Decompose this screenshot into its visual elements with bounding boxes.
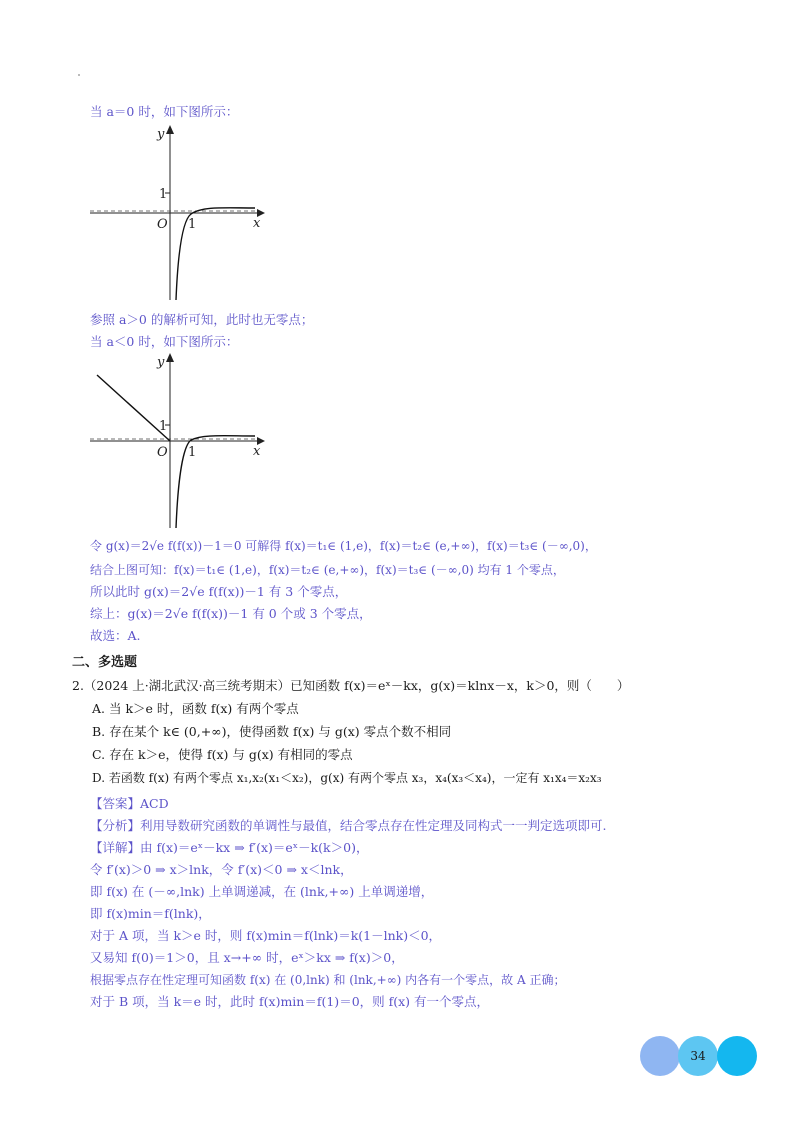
detail-line: 根据零点存在性定理可知函数 f(x) 在 (0,lnk) 和 (lnk,+∞) 内各有一个零点，故 A 正确； bbox=[90, 973, 566, 987]
detail-line: 即 f(x)min＝f(lnk)， bbox=[90, 906, 211, 921]
origin-label: O bbox=[157, 217, 168, 232]
detail-line: 对于 A 项，当 k＞e 时，则 f(x)min＝f(lnk)＝k(1－lnk)＜0， bbox=[90, 928, 442, 943]
text-line: 综上：g(x)＝2√e f(f(x))－1 有 0 个或 3 个零点， bbox=[90, 606, 372, 621]
page-number-badge bbox=[640, 1036, 760, 1076]
origin-label: O bbox=[157, 445, 168, 460]
option-a: A. 当 k＞e 时，函数 f(x) 有两个零点 bbox=[92, 701, 299, 716]
text-line: 故选：A. bbox=[90, 628, 141, 643]
text-line: 所以此时 g(x)＝2√e f(f(x))－1 有 3 个零点， bbox=[90, 584, 348, 599]
option-d: D. 若函数 f(x) 有两个零点 x₁,x₂(x₁＜x₂)，g(x) 有两个零点 x₃，x₄(x₃＜x₄)，一定有 x₁x₄＝x₂x₃ bbox=[92, 771, 602, 785]
y-axis-arrow bbox=[166, 125, 174, 134]
option-b: B. 存在某个 k∈ (0,+∞)，使得函数 f(x) 与 g(x) 零点个数不相同 bbox=[92, 724, 452, 739]
tick-one-y: 1 bbox=[159, 419, 168, 434]
text-line: 当 a＜0 时，如下图所示： bbox=[90, 334, 239, 349]
x-label: x bbox=[253, 444, 261, 459]
analysis-line: 【分析】利用导数研究函数的单调性与最值，结合零点存在性定理及同构式一一判定选项即可. bbox=[90, 818, 607, 833]
page-number: 34 bbox=[690, 1049, 706, 1063]
scan-dot bbox=[78, 74, 80, 76]
x-label: x bbox=[253, 216, 261, 231]
detail-line: 又易知 f(0)＝1＞0，且 x→+∞ 时，eˣ＞kx ⇒ f(x)＞0， bbox=[90, 950, 404, 965]
section-title: 二、多选题 bbox=[72, 655, 138, 670]
badge-circle bbox=[717, 1036, 757, 1076]
y-label: y bbox=[157, 355, 165, 370]
detail-line: 【详解】由 f(x)＝eˣ－kx ⇒ f′(x)＝eˣ－k(k＞0)， bbox=[90, 840, 369, 855]
y-axis-arrow bbox=[166, 353, 174, 362]
tick-one-x: 1 bbox=[188, 445, 197, 460]
detail-line: 即 f(x) 在 (－∞,lnk) 上单调递减，在 (lnk,+∞) 上单调递增， bbox=[90, 884, 434, 899]
option-c: C. 存在 k＞e，使得 f(x) 与 g(x) 有相同的零点 bbox=[92, 747, 353, 762]
text-line: 参照 a＞0 的解析可知，此时也无零点； bbox=[90, 312, 314, 327]
text-line: 令 g(x)＝2√e f(f(x))－1＝0 可解得 f(x)＝t₁∈ (1,e)，f(x)＝t₂∈ (e,+∞)，f(x)＝t₃∈ (－∞,0)， bbox=[90, 539, 597, 553]
figure-a-zero bbox=[85, 120, 275, 305]
tick-one-x: 1 bbox=[188, 217, 197, 232]
text-line: 结合上图可知：f(x)＝t₁∈ (1,e)，f(x)＝t₂∈ (e,+∞)，f(x)＝t₃∈ (－∞,0) 均有 1 个零点， bbox=[90, 563, 565, 577]
figure-a-negative bbox=[85, 348, 275, 533]
tick-one-y: 1 bbox=[159, 187, 168, 202]
detail-line: 对于 B 项，当 k＝e 时，此时 f(x)min＝f(1)＝0，则 f(x) 有一个零点， bbox=[90, 994, 490, 1009]
badge-circle bbox=[640, 1036, 680, 1076]
y-label: y bbox=[157, 127, 165, 142]
answer-line: 【答案】ACD bbox=[90, 796, 169, 811]
question-stem: 2.（2024 上·湖北武汉·高三统考期末）已知函数 f(x)＝eˣ－kx，g(x)＝klnx－x，k＞0，则（ ） bbox=[72, 678, 630, 693]
text-line: 当 a＝0 时，如下图所示： bbox=[90, 104, 239, 119]
detail-line: 令 f′(x)＞0 ⇒ x＞lnk，令 f′(x)＜0 ⇒ x＜lnk， bbox=[90, 862, 353, 877]
